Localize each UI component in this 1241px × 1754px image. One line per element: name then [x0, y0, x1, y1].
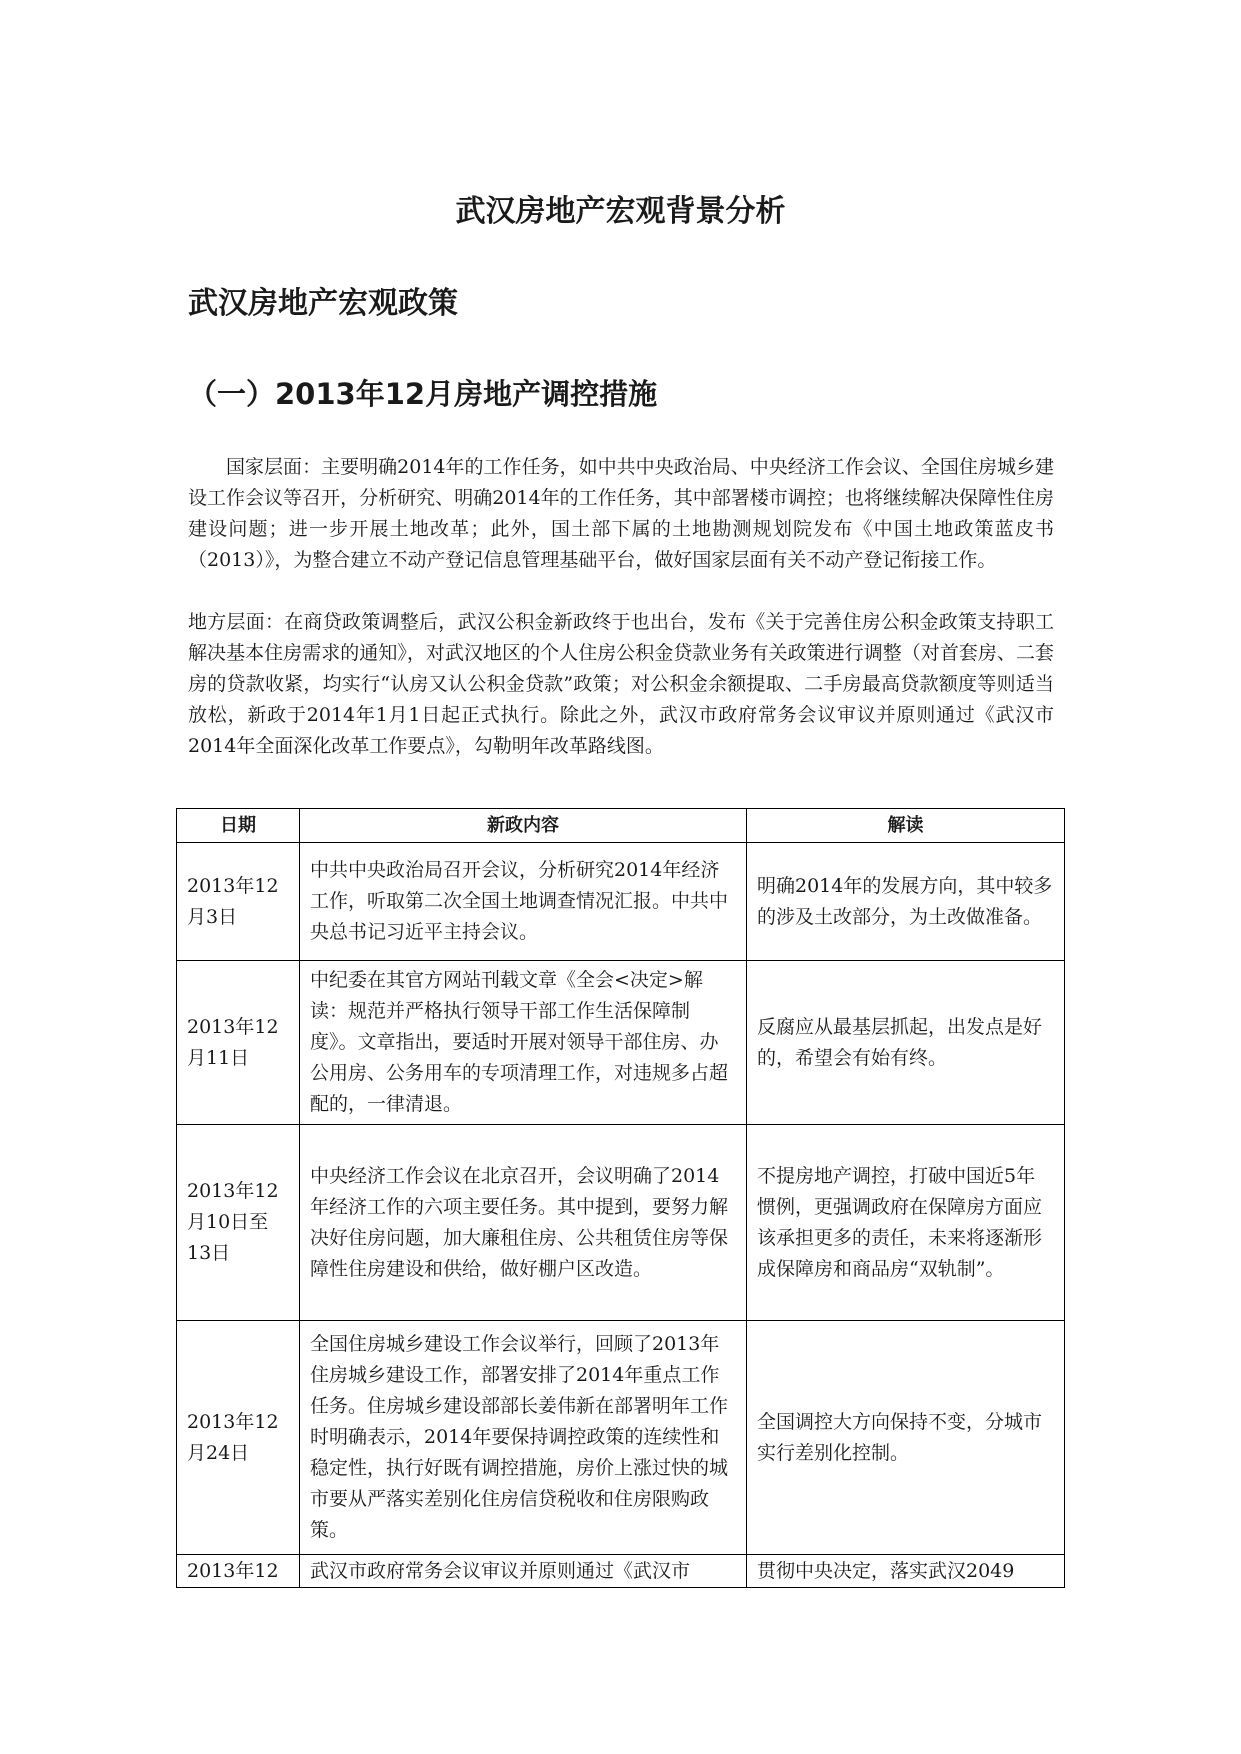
table-header-row: [177, 809, 1065, 843]
table-row: [177, 843, 1065, 961]
row-date: 2013年12月24日: [177, 1321, 300, 1555]
row-content: 中央经济工作会议在北京召开，会议明确了2014年经济工作的六项主要任务。其中提到，要努力解决好住房问题，加大廉租住房、公共租赁住房等保障性住房建设和供给，做好棚户区改造。: [300, 1125, 747, 1321]
header-reading: 解读: [747, 809, 1065, 843]
row-reading: 反腐应从最基层抓起，出发点是好的，希望会有始有终。: [747, 961, 1065, 1125]
table-row: [177, 1321, 1065, 1555]
document-title: 武汉房地产宏观背景分析: [455, 194, 786, 229]
section-heading: 武汉房地产宏观政策: [188, 286, 458, 321]
table-row: [177, 961, 1065, 1125]
row-date: 2013年12月10日至13日: [177, 1125, 300, 1321]
row-content: 中共中央政治局召开会议，分析研究2014年经济工作，听取第二次全国土地调查情况汇报。中共中央总书记习近平主持会议。: [300, 843, 747, 961]
row-date: 2013年12月3日: [177, 843, 300, 961]
subsection-heading: （一）2013年12月房地产调控措施: [188, 377, 658, 411]
row-reading: 全国调控大方向保持不变，分城市实行差别化控制。: [747, 1321, 1065, 1555]
policy-table: [176, 808, 1065, 1588]
row-content: 全国住房城乡建设工作会议举行，回顾了2013年住房城乡建设工作，部署安排了2014年重点工作任务。住房城乡建设部部长姜伟新在部署明年工作时明确表示，2014年要保持调控政策的连续性和稳定性，执行好既有调控措施，房价上涨过快的城市要从严落实差别化住房信贷税收和住房限购政策。: [300, 1321, 747, 1555]
header-date: 日期: [177, 809, 300, 843]
row-date: 2013年12月11日: [177, 961, 300, 1125]
header-content: 新政内容: [300, 809, 747, 843]
row-content: 中纪委在其官方网站刊载文章《全会<决定>解读：规范并严格执行领导干部工作生活保障制度》。文章指出，要适时开展对领导干部住房、办公用房、公务用车的专项清理工作，对违规多占超配的，一律清退。: [300, 961, 747, 1125]
row-reading: 明确2014年的发展方向，其中较多的涉及土改部分，为土改做准备。: [747, 843, 1065, 961]
paragraph-local-level: 地方层面：在商贷政策调整后，武汉公积金新政终于也出台，发布《关于完善住房公积金政策支持职工解决基本住房需求的通知》，对武汉地区的个人住房公积金贷款业务有关政策进行调整（对首套房、二套房的贷款收紧，均实行“认房又认公积金贷款”政策；对公积金余额提取、二手房最高贷款额度等则适当放松，新政于2014年1月1日起正式执行。除此之外，武汉市政府常务会议审议并原则通过《武汉市2014年全面深化改革工作要点》，勾勒明年改革路线图。: [188, 611, 1054, 757]
table-row: [177, 1125, 1065, 1321]
row-reading: 贯彻中央决定，落实武汉2049: [747, 1555, 1065, 1588]
table-row: [177, 1555, 1065, 1588]
paragraph-national-level: 国家层面：主要明确2014年的工作任务，如中共中央政治局、中央经济工作会议、全国住房城乡建设工作会议等召开，分析研究、明确2014年的工作任务，其中部署楼市调控；也将继续解决保障性住房建设问题；进一步开展土地改革；此外，国土部下属的土地勘测规划院发布《中国土地政策蓝皮书（2013）》，为整合建立不动产登记信息管理基础平台，做好国家层面有关不动产登记衔接工作。: [188, 456, 1054, 571]
row-reading: 不提房地产调控，打破中国近5年惯例，更强调政府在保障房方面应该承担更多的责任，未来将逐渐形成保障房和商品房“双轨制”。: [747, 1125, 1065, 1321]
row-date: 2013年12: [177, 1555, 300, 1588]
row-content: 武汉市政府常务会议审议并原则通过《武汉市: [300, 1555, 747, 1588]
